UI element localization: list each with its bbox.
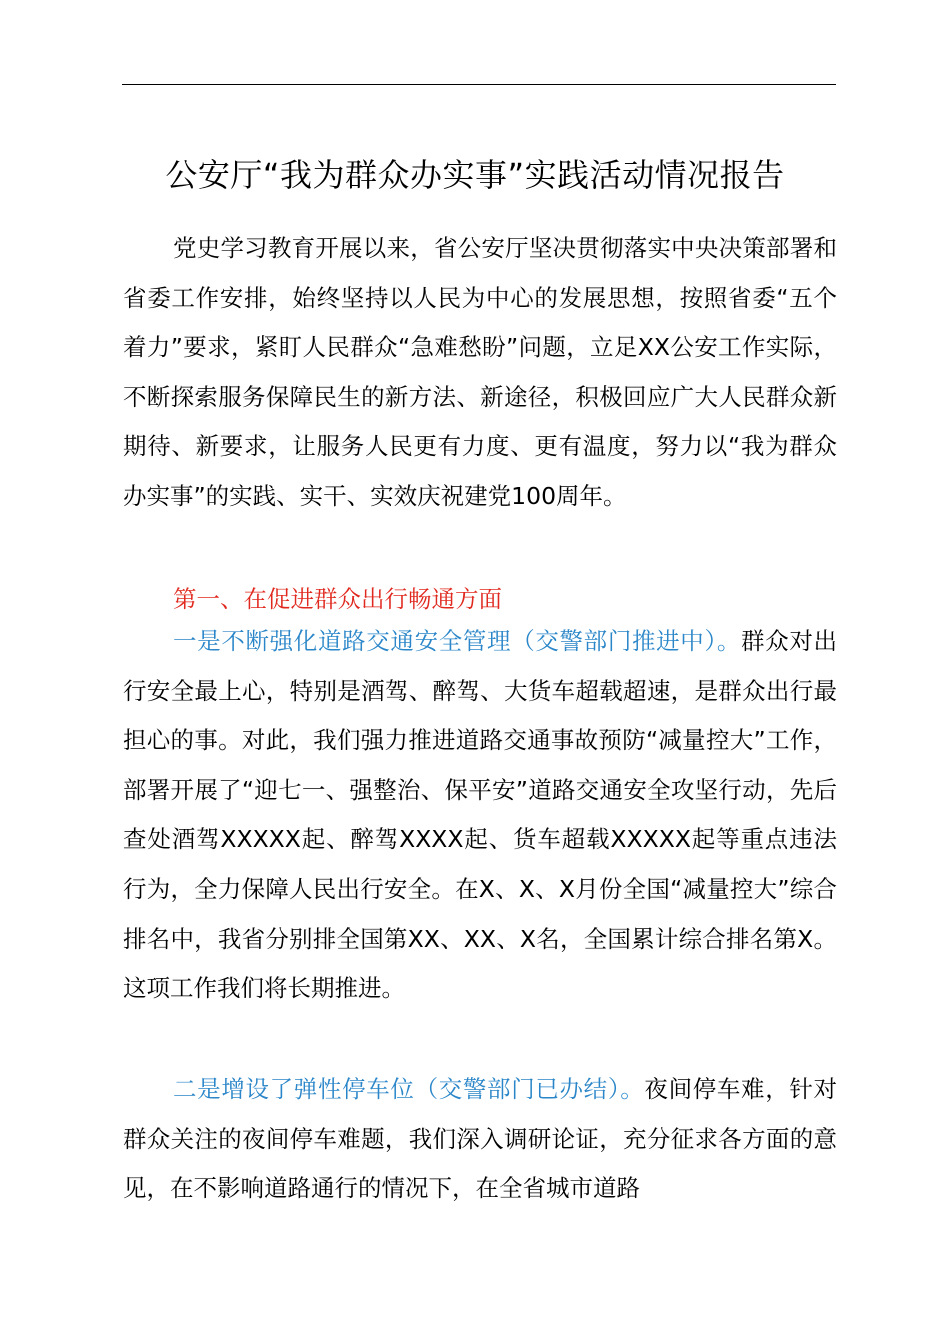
item-body-2: 夜间停车难，针对群众关注的夜间停车难题，我们深入调研论证，充分征求各方面的意见，在不影响道路通行的情况下，在全省城市道路 (123, 1075, 838, 1203)
item-heading-1: 一是不断强化道路交通安全管理（交警部门推进中）。 (173, 627, 742, 655)
item-paragraph-1 (123, 617, 837, 1014)
intro-paragraph: 党史学习教育开展以来，省公安厅坚决贯彻落实中央决策部署和省委工作安排，始终坚持以人民为中心的发展思想，按照省委“五个着力”要求，紧盯人民群众“急难愁盼”问题，立足XX公安工作实际，不断探索服务保障民生的新方法、新途径，积极回应广大人民群众新期待、新要求，让服务人民更有力度、更有温度，努力以“我为群众办实事”的实践、实干、实效庆祝建党100周年。 (123, 234, 837, 510)
document-title: 公安厅“我为群众办实事”实践活动情况报告 (165, 156, 785, 194)
section-heading: 第一、在促进群众出行畅通方面 (173, 585, 502, 613)
item-paragraph-2 (123, 1065, 837, 1214)
header-rule (122, 84, 836, 85)
item-heading-2: 二是增设了弹性停车位（交警部门已办结）。 (173, 1075, 645, 1103)
item-body-1: 群众对出行安全最上心，特别是酒驾、醉驾、大货车超载超速，是群众出行最担心的事。对此，我们强力推进道路交通事故预防“减量控大”工作，部署开展了“迎七一、强整治、保平安”道路交通安全攻坚行动，先后查处酒驾XXXXX起、醉驾XXXX起、货车超载XXXXX起等重点违法行为，全力保障人民出行安全。在X、X、X月份全国“减量控大”综合排名中，我省分别排全国第XX、XX、X名，全国累计综合排名第X。这项工作我们将长期推进。 (123, 627, 838, 1003)
